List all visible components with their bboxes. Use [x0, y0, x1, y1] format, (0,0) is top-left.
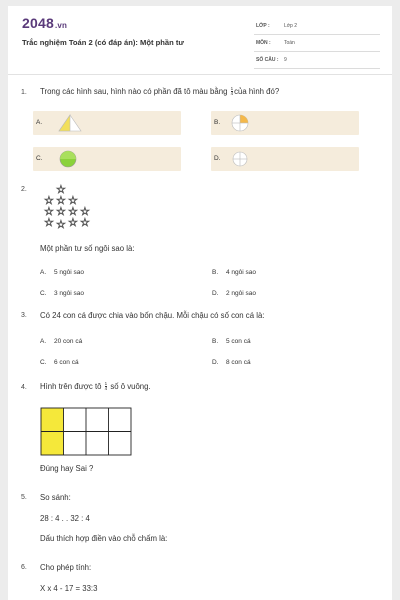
meta-key: LỚP :	[256, 23, 270, 29]
option-letter: A.	[40, 269, 47, 276]
svg-text:☆: ☆	[68, 194, 78, 207]
meta-row-subject	[254, 35, 380, 52]
question-text-part: số ô vuông.	[108, 382, 151, 391]
fraction	[231, 87, 234, 96]
option-letter: D.	[214, 155, 221, 162]
question-text: Một phần tư số ngôi sao là:	[40, 244, 135, 253]
meta-row-grade	[254, 18, 380, 35]
grid-cell-shaded	[41, 432, 64, 456]
option-text: 20 con cá	[54, 338, 83, 345]
svg-text:☆: ☆	[56, 205, 66, 218]
question-number: 2.	[21, 186, 27, 193]
fraction-numerator: 1	[104, 381, 108, 387]
option-text: 5 con cá	[226, 338, 251, 345]
fraction-numerator: 1	[230, 86, 234, 92]
question-text-part: Hình trên được tô	[40, 382, 104, 391]
option-a[interactable]	[33, 111, 181, 135]
option-a[interactable]	[40, 269, 84, 276]
svg-text:☆: ☆	[68, 216, 78, 229]
option-letter: B.	[214, 119, 221, 126]
question-subtext: Dấu thích hợp điền vào chỗ chấm là:	[40, 534, 168, 543]
svg-text:☆: ☆	[56, 183, 66, 196]
option-letter: B.	[212, 338, 219, 345]
question-text	[40, 87, 279, 96]
svg-text:☆: ☆	[44, 205, 54, 218]
svg-text:☆: ☆	[56, 194, 66, 207]
worksheet-header	[8, 6, 392, 75]
green-circle-icon	[57, 149, 79, 169]
question-number: 5.	[21, 494, 27, 501]
fraction-denominator: 4	[230, 91, 234, 97]
option-b[interactable]	[211, 111, 359, 135]
question-text: So sánh:	[40, 493, 71, 502]
site-logo[interactable]	[22, 15, 67, 31]
svg-text:☆: ☆	[44, 194, 54, 207]
option-text: 8 con cá	[226, 359, 251, 366]
question-text: Có 24 con cá được chia vào bốn chậu. Mỗi chậu có số con cá là:	[40, 311, 265, 320]
question-text-part: của hình đó?	[234, 87, 280, 96]
meta-value: Lớp 2	[284, 23, 298, 29]
worksheet-meta	[254, 18, 380, 69]
option-c[interactable]	[33, 147, 181, 171]
option-letter: A.	[36, 119, 43, 126]
fraction	[105, 382, 108, 391]
option-letter: B.	[212, 269, 219, 276]
question-text: Cho phép tính:	[40, 563, 92, 572]
option-b[interactable]	[212, 338, 251, 345]
divided-circle-icon	[229, 149, 251, 169]
worksheet-title: Trắc nghiệm Toán 2 (có đáp án): Một phần tư	[22, 38, 184, 47]
option-text: 6 con cá	[54, 359, 79, 366]
quartered-circle-icon	[229, 113, 251, 133]
svg-text:☆: ☆	[80, 216, 90, 229]
logo-tld: .vn	[54, 21, 68, 30]
question-number: 6.	[21, 564, 27, 571]
option-letter: C.	[40, 359, 47, 366]
option-text: 3 ngôi sao	[54, 290, 84, 297]
meta-key: SỐ CÂU :	[256, 57, 279, 63]
option-letter: C.	[36, 155, 43, 162]
svg-text:☆: ☆	[44, 216, 54, 229]
question-number: 3.	[21, 312, 27, 319]
option-letter: C.	[40, 290, 47, 297]
svg-text:☆: ☆	[68, 205, 78, 218]
option-a[interactable]	[40, 338, 82, 345]
question-number: 4.	[21, 384, 27, 391]
option-letter: A.	[40, 338, 47, 345]
question-expression: 28 : 4 . . 32 : 4	[40, 514, 90, 523]
meta-row-count	[254, 52, 380, 69]
question-subtext: Đúng hay Sai ?	[40, 464, 94, 473]
option-c[interactable]	[40, 290, 84, 297]
option-d[interactable]	[212, 290, 256, 297]
fraction-denominator: 4	[104, 386, 108, 392]
option-letter: D.	[212, 290, 219, 297]
question-text-part: Trong các hình sau, hình nào có phần đã tô màu bằng	[40, 87, 230, 96]
option-d[interactable]	[211, 147, 359, 171]
meta-key: MÔN :	[256, 40, 271, 46]
grid-figure	[40, 407, 132, 457]
logo-text: 2048	[22, 15, 54, 31]
svg-text:☆: ☆	[80, 205, 90, 218]
question-number: 1.	[21, 89, 27, 96]
meta-value: 9	[284, 57, 287, 63]
question-expression: X x 4 - 17 = 33:3	[40, 584, 98, 593]
worksheet-page	[8, 6, 392, 600]
option-text: 5 ngôi sao	[54, 269, 84, 276]
svg-text:☆: ☆	[56, 218, 66, 231]
question-text	[40, 382, 151, 391]
option-b[interactable]	[212, 269, 256, 276]
option-d[interactable]	[212, 359, 251, 366]
triangle-shape-icon	[57, 113, 83, 133]
option-text: 2 ngôi sao	[226, 290, 256, 297]
option-c[interactable]	[40, 359, 79, 366]
grid-cell-shaded	[41, 408, 64, 432]
option-text: 4 ngôi sao	[226, 269, 256, 276]
option-letter: D.	[212, 359, 219, 366]
meta-value: Toán	[284, 40, 295, 46]
stars-figure-icon	[38, 182, 100, 232]
